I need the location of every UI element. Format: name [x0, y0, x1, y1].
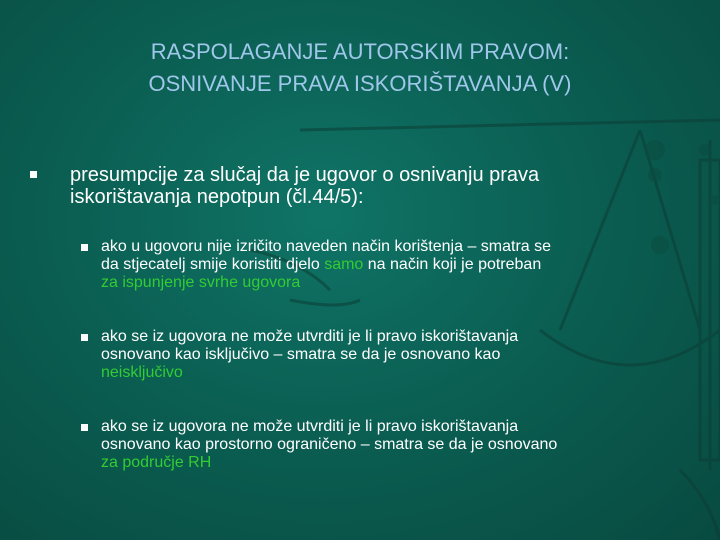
sub-bullet-2-line-1: ako se iz ugovora ne može utvrditi je li pravo iskorištavanja — [101, 328, 519, 345]
square-bullet-icon — [30, 171, 37, 178]
sub-bullet-1-line-2-b: na način koji je potreban — [363, 256, 542, 273]
main-bullet-line-2: iskorištavanja nepotpun (čl.44/5): — [70, 186, 364, 208]
title-line-1: RASPOLAGANJE AUTORSKIM PRAVOM: — [150, 39, 570, 64]
sub-bullet-1-line-2 — [101, 256, 691, 274]
sub-bullet-3-line-3: za područje RH — [101, 454, 212, 471]
sub-bullet-1-highlight-samo: samo — [324, 256, 364, 273]
sub-bullet-1-line-3: za ispunjenje svrhe ugovora — [101, 274, 301, 291]
square-bullet-icon — [81, 244, 88, 251]
square-bullet-icon — [81, 424, 88, 431]
sub-bullet-2-line-2: osnovano kao isključivo – smatra se da je osnovano kao — [101, 346, 501, 363]
sub-bullet-1-line-1: ako u ugovoru nije izričito naveden način korištenja – smatra se — [101, 238, 552, 255]
sub-bullet-3-line-1: ako se iz ugovora ne može utvrditi je li pravo iskorištavanja — [101, 418, 519, 435]
sub-bullet-2 — [101, 328, 691, 382]
sub-bullet-1 — [101, 238, 691, 292]
title-line-2: OSNIVANJE PRAVA ISKORIŠTAVANJA (V) — [148, 71, 572, 96]
sub-bullet-3 — [101, 418, 691, 472]
main-bullet-text — [70, 164, 670, 208]
sub-bullet-1-line-2-a: da stjecatelj smije koristiti djelo — [101, 256, 325, 273]
sub-bullet-3-line-2: osnovano kao prostorno ograničeno – smatra se da je osnovano — [101, 436, 558, 453]
sub-bullet-2-line-3: neisključivo — [101, 364, 183, 381]
slide-title — [40, 36, 680, 100]
square-bullet-icon — [81, 334, 88, 341]
main-bullet-line-1: presumpcije za slučaj da je ugovor o osnivanju prava — [70, 164, 540, 186]
